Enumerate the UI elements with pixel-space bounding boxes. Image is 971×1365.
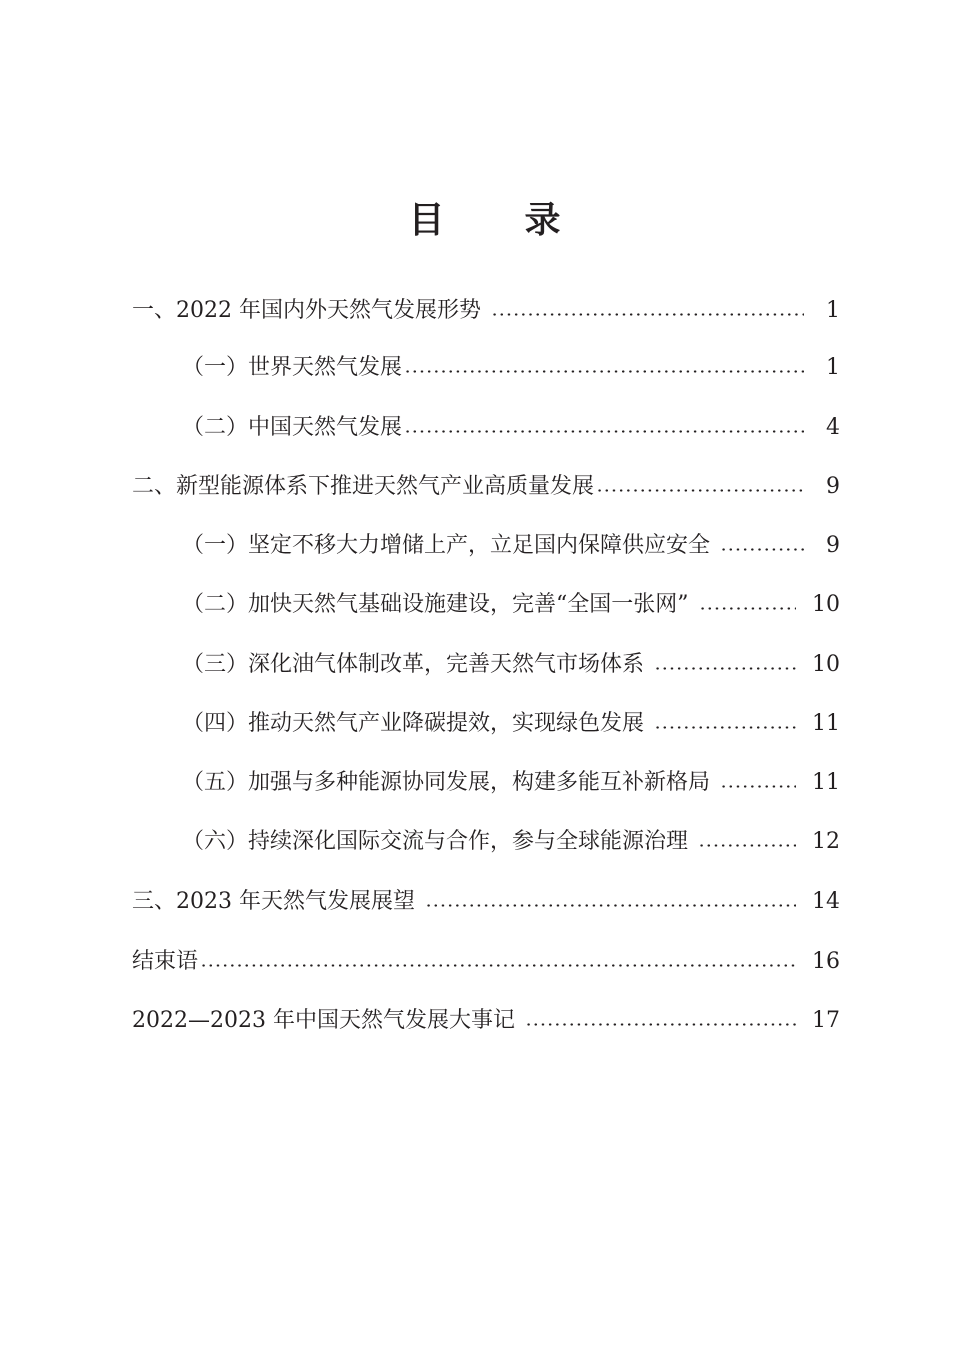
dot-leader xyxy=(404,370,804,373)
dot-leader xyxy=(200,964,796,967)
toc-entry-label: 二、新型能源体系下推进天然气产业高质量发展 xyxy=(132,474,595,499)
toc-entry-page: 17 xyxy=(812,1008,840,1033)
toc-entry-section-2-2[interactable] xyxy=(182,585,840,625)
toc-entry-page: 10 xyxy=(812,592,840,617)
toc-entry-label: （三）深化油气体制改革，完善天然气市场体系 xyxy=(182,652,645,677)
dot-leader xyxy=(654,667,796,670)
dot-leader xyxy=(698,844,796,847)
toc-entry-section-1-2[interactable] xyxy=(182,408,840,448)
toc-entry-section-1-1[interactable] xyxy=(182,348,840,388)
toc-entry-section-2[interactable] xyxy=(132,467,840,507)
toc-entry-label: （一）世界天然气发展 xyxy=(182,355,403,380)
toc-entry-conclusion[interactable] xyxy=(132,942,840,982)
toc-entry-page: 9 xyxy=(826,533,840,558)
toc-entry-page: 11 xyxy=(812,770,840,795)
dot-leader xyxy=(491,313,804,316)
dot-leader xyxy=(720,548,804,551)
dot-leader xyxy=(525,1023,796,1026)
toc-entry-page: 4 xyxy=(826,415,840,440)
toc-entry-section-2-5[interactable] xyxy=(182,763,840,803)
toc-entry-label: 一、2022 年国内外天然气发展形势 xyxy=(132,298,481,323)
toc-entry-label: （二）中国天然气发展 xyxy=(182,415,403,440)
toc-entry-chronicle[interactable] xyxy=(132,1001,840,1041)
toc-entry-page: 1 xyxy=(826,355,840,380)
toc-entry-label: （四）推动天然气产业降碳提效，实现绿色发展 xyxy=(182,711,645,736)
toc-entry-page: 1 xyxy=(826,298,840,323)
toc-entry-page: 12 xyxy=(812,829,840,854)
toc-entry-page: 14 xyxy=(812,889,840,914)
toc-entry-label: （五）加强与多种能源协同发展，构建多能互补新格局 xyxy=(182,770,711,795)
toc-entry-label: （一）坚定不移大力增储上产，立足国内保障供应安全 xyxy=(182,533,711,558)
page-title-char-2: 录 xyxy=(524,200,563,241)
toc-entry-section-2-3[interactable] xyxy=(182,645,840,685)
toc-entry-label: 结束语 xyxy=(132,949,199,974)
dot-leader xyxy=(404,430,804,433)
dot-leader xyxy=(720,785,796,788)
toc-entry-label: 2022—2023 年中国天然气发展大事记 xyxy=(132,1008,515,1033)
toc-entry-section-2-1[interactable] xyxy=(182,526,840,566)
toc-entry-section-1[interactable] xyxy=(132,291,840,331)
dot-leader xyxy=(596,489,804,492)
toc-entry-page: 9 xyxy=(826,474,840,499)
toc-entry-page: 10 xyxy=(812,652,840,677)
toc-entry-label: 三、2023 年天然气发展展望 xyxy=(132,889,415,914)
dot-leader xyxy=(654,726,796,729)
toc-entry-section-3[interactable] xyxy=(132,882,840,922)
toc-entry-page: 16 xyxy=(812,949,840,974)
toc-entry-section-2-4[interactable] xyxy=(182,704,840,744)
toc-entry-section-2-6[interactable] xyxy=(182,822,840,862)
page-title xyxy=(0,196,971,246)
dot-leader xyxy=(425,904,796,907)
toc-entry-label: （六）持续深化国际交流与合作，参与全球能源治理 xyxy=(182,829,689,854)
toc-entry-label: （二）加快天然气基础设施建设，完善“全国一张网” xyxy=(182,592,689,617)
page-title-char-1: 目 xyxy=(408,200,447,241)
dot-leader xyxy=(699,607,797,610)
toc-entry-page: 11 xyxy=(812,711,840,736)
